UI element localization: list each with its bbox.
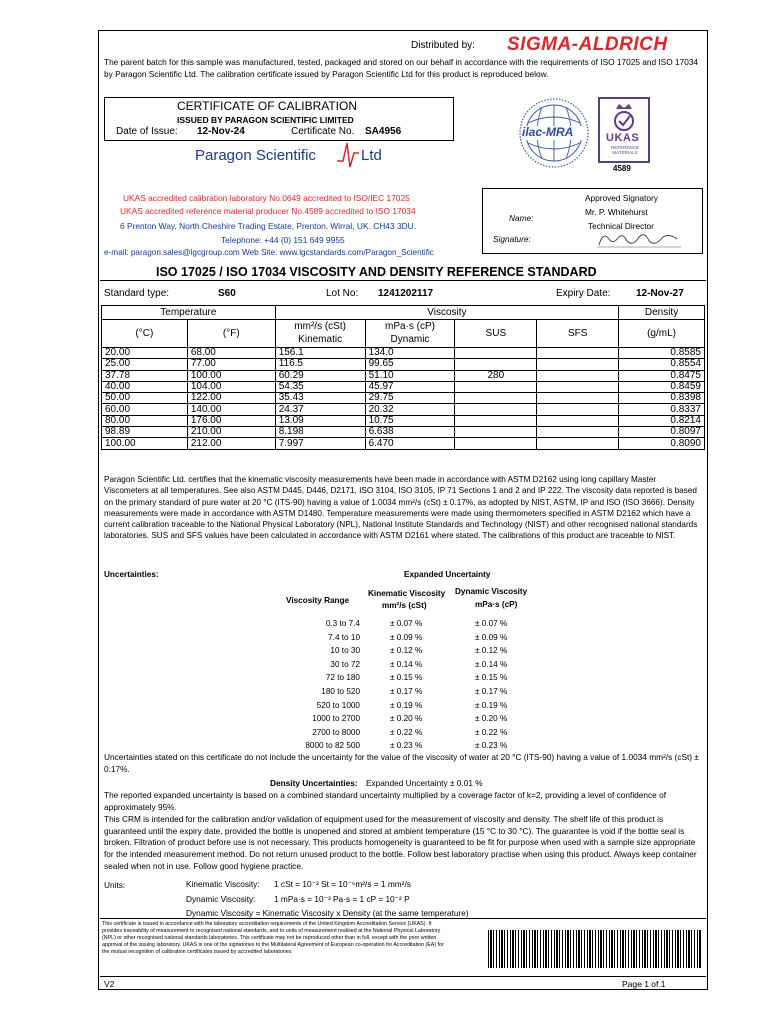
table-cell: 8.198 <box>275 427 365 438</box>
uncertainty-range: 8000 to 82 500 <box>305 741 360 751</box>
header-kinematic-unit: mm²/s (cSt) <box>275 320 365 334</box>
uncertainty-range: 180 to 520 <box>321 687 360 696</box>
header-temperature: Temperature <box>102 306 276 320</box>
distributed-by-label: Distributed by: <box>411 40 475 51</box>
header-fahrenheit: (°F) <box>187 320 275 348</box>
expiry-label: Expiry Date: <box>556 288 611 299</box>
header-viscosity: Viscosity <box>275 306 618 320</box>
table-cell: 68.00 <box>187 348 275 359</box>
uncertainty-range: 0.3 to 7.4 <box>325 619 360 628</box>
certificate-number-value: SA4956 <box>365 126 402 137</box>
table-cell: 100.00 <box>187 370 275 381</box>
ukas-frame <box>598 97 650 163</box>
expanded-uncertainty-paragraph: The reported expanded uncertainty is based on a combined standard uncertainty multiplied by a coverage factor of k=2, providing a level of confidence of approximately 95%. <box>104 790 666 812</box>
dynamic-uncertainty: ± 0.07 % <box>475 619 508 628</box>
kinematic-uncertainty: ± 0.22 % <box>390 727 423 737</box>
approved-signatory-label: Approved Signatory <box>585 193 658 203</box>
table-cell <box>537 348 619 359</box>
paragon-logo <box>195 147 382 164</box>
uncertainty-range: 1000 to 2700 <box>312 714 360 724</box>
table-cell: 7.997 <box>275 438 365 449</box>
dynamic-uncertainty: ± 0.20 % <box>475 714 508 724</box>
uncertainty-range: 10 to 30 <box>330 646 360 656</box>
table-cell <box>537 381 619 392</box>
ukas-number: 4589 <box>613 164 631 173</box>
header-dynamic-unit: mPa·s (cP) <box>365 320 455 334</box>
table-cell: 45.97 <box>365 381 455 392</box>
header-kinematic: Kinematic <box>275 334 365 348</box>
table-row <box>102 348 705 359</box>
table-cell: 6.638 <box>365 427 455 438</box>
kinematic-units-label: Kinematic Viscosity: <box>186 879 260 889</box>
sigma-aldrich-logo <box>507 34 668 56</box>
kinematic-units-value: 1 cSt = 10⁻² St = 10⁻⁶m²/s = 1 mm²/s <box>274 879 411 889</box>
paragon-ltd-text: Ltd <box>361 147 382 164</box>
dynamic-uncertainty: ± 0.12 % <box>475 646 508 656</box>
uncertainty-note: Uncertainties stated on this certificate do not include the uncertainty for the value of the viscosity of water at 20 °C (ITS-90) having a value of 1.0034 mm²/s (cSt) ± 0.17%. <box>104 752 699 774</box>
table-cell <box>455 381 537 392</box>
lab-telephone: Telephone: +44 (0) 151 649 9955 <box>221 235 345 245</box>
dynamic-uncertainty: ± 0.09 % <box>475 632 508 642</box>
table-cell: 20.32 <box>365 404 455 415</box>
expanded-uncertainty-label: Expanded Uncertainty <box>404 570 491 579</box>
table-cell: 210.00 <box>187 427 275 438</box>
table-cell: 212.00 <box>187 438 275 449</box>
table-cell: 50.00 <box>102 393 188 404</box>
kinematic-uncertainty: ± 0.07 % <box>390 619 423 628</box>
table-row <box>102 359 705 370</box>
lab-email-web: e-mail: paragon.sales@lgcgroup.com Web Site: www.lgcstandards.com/Paragon_Scientific <box>104 248 434 257</box>
table-row <box>102 393 705 404</box>
table-cell: 156.1 <box>275 348 365 359</box>
table-row <box>102 427 705 438</box>
table-cell: 0.8459 <box>619 381 705 392</box>
kinematic-uncertainty: ± 0.09 % <box>390 632 423 642</box>
table-cell: 80.00 <box>102 415 188 426</box>
table-cell: 13.09 <box>275 415 365 426</box>
date-of-issue-value: 12-Nov-24 <box>197 126 245 137</box>
dynamic-uncertainty: ± 0.14 % <box>475 659 508 669</box>
table-cell <box>455 348 537 359</box>
dynamic-uncertainty: ± 0.19 % <box>475 700 508 710</box>
handwritten-signature <box>593 229 683 251</box>
name-label: Name: <box>509 213 534 223</box>
table-cell: 0.8398 <box>619 393 705 404</box>
units-relation: Dynamic Viscosity = Kinematic Viscosity x Density (at the same temperature) <box>186 908 469 918</box>
signature-label: Signature: <box>493 234 531 244</box>
signatory-name: Mr. P. Whitehurst <box>585 207 648 217</box>
table-cell: 54.35 <box>275 381 365 392</box>
table-cell: 116.5 <box>275 359 365 370</box>
table-row <box>102 381 705 392</box>
table-cell: 100.00 <box>102 438 188 449</box>
pulse-icon <box>337 141 359 169</box>
kinematic-uncertainty: ± 0.14 % <box>390 659 423 669</box>
table-row <box>102 438 705 449</box>
table-cell: 0.8097 <box>619 427 705 438</box>
uncertainty-range: 520 to 1000 <box>316 700 360 710</box>
table-cell: 0.8475 <box>619 370 705 381</box>
expiry-value: 12-Nov-27 <box>636 288 684 299</box>
table-cell <box>537 415 619 426</box>
dynamic-header: Dynamic Viscosity <box>455 587 528 596</box>
table-cell: 40.00 <box>102 381 188 392</box>
footer-legal-text: This certificate is issued in accordance with the laboratory accreditation requirements of the United Kingdom Accreditation Service (UKAS). It provides traceability of measurement to recognised national standards, and to units of measurement realised at the National Physical Laboratory (NPL) or other recognised national standards laboratories. This certificate may not be reproduced other than in full, except with the prior written approval of the issuing laboratory. UKAS is one of the signatories to the Multilateral Agreement of European co-operation for Accreditation (EA) for the mutual recognition of calibration certificates issued by accredited laboratories. <box>102 921 444 955</box>
table-cell: 60.00 <box>102 404 188 415</box>
table-cell <box>455 415 537 426</box>
table-row <box>102 415 705 426</box>
table-cell: 25.00 <box>102 359 188 370</box>
table-cell <box>455 393 537 404</box>
crown-tick-icon <box>600 101 648 133</box>
lot-value: 1241202117 <box>378 288 434 299</box>
ukas-logo <box>598 97 650 173</box>
kinematic-uncertainty: ± 0.17 % <box>390 687 423 696</box>
table-cell: 140.00 <box>187 404 275 415</box>
uncertainty-range: 30 to 72 <box>330 659 360 669</box>
table-cell: 0.8585 <box>619 348 705 359</box>
barcode <box>488 930 702 968</box>
ukas-text: UKAS <box>606 132 640 144</box>
signatory-role: Technical Director <box>588 221 654 231</box>
crm-paragraph: This CRM is intended for the calibration and/or validation of equipment used for the measurement of viscosity and density. The shelf life of this product is guaranteed until the expiry date, provided the bottle is unopened and stored at ambient temperature (15 °C to 30 °C). The guarantee is void if the bottle seal is broken. Filtration of product before use is not necessary. This products homogeneity is guaranteed to be fit for purpose when used with a sample size appropriate for the intended measurement method. Do not return unused product to the bottle. Follow best laboratory practise when using this product. Always keep container sealed when not in use. Follow good hygiene practice. <box>104 814 697 871</box>
table-cell: 0.8554 <box>619 359 705 370</box>
table-cell: 35.43 <box>275 393 365 404</box>
table-cell <box>537 438 619 449</box>
lab-accreditation-line2: UKAS accredited reference material producer No.4589 accredited to ISO 17034 <box>120 206 416 216</box>
page-number: Page 1 of 1 <box>622 979 666 989</box>
uncertainties-label: Uncertainties: <box>104 570 159 579</box>
ilac-text: ilac-MRA <box>522 125 574 139</box>
intro-paragraph: The parent batch for this sample was manufactured, tested, packaged and stored on our behalf in accordance with the requirements of ISO 17025 and ISO 17034 by Paragon Scientific Ltd. The calibration certificate issued by Paragon Scientific Ltd for this product is reproduced below. <box>104 57 699 79</box>
table-cell: 280 <box>455 370 537 381</box>
dynamic-unit-header: mPa·s (cP) <box>475 600 518 609</box>
table-row <box>102 404 705 415</box>
table-cell: 29.75 <box>365 393 455 404</box>
table-cell: 99.65 <box>365 359 455 370</box>
table-cell <box>537 427 619 438</box>
header-dynamic: Dynamic <box>365 334 455 348</box>
table-cell: 134.0 <box>365 348 455 359</box>
certificate-box <box>104 97 454 141</box>
lab-accreditation-line1: UKAS accredited calibration laboratory No.0649 accredited to ISO/IEC 17025 <box>123 193 410 203</box>
header-density: Density <box>619 306 705 320</box>
table-cell: 77.00 <box>187 359 275 370</box>
table-cell <box>455 404 537 415</box>
kinematic-uncertainty: ± 0.19 % <box>390 700 423 710</box>
table-cell <box>537 393 619 404</box>
table-cell: 60.29 <box>275 370 365 381</box>
table-cell: 6.470 <box>365 438 455 449</box>
dynamic-units-label: Dynamic Viscosity: <box>186 894 256 904</box>
table-cell: 0.8337 <box>619 404 705 415</box>
header-sfs: SFS <box>537 320 619 348</box>
lab-address: 6 Prenton Way, North Cheshire Trading Estate, Prenton, Wirral, UK. CH43 3DU. <box>120 221 417 231</box>
kinematic-unit-header: mm²/s (cSt) <box>382 601 427 610</box>
date-of-issue-label: Date of Issue: <box>116 126 178 137</box>
standard-type-label: Standard type: <box>104 288 170 299</box>
footer-bottom-divider <box>100 976 706 977</box>
kinematic-header: Kinematic Viscosity <box>368 589 446 598</box>
table-row <box>102 370 705 381</box>
uncertainty-range: 7.4 to 10 <box>328 632 360 642</box>
viscosity-table-body <box>102 348 705 450</box>
dynamic-uncertainty: ± 0.15 % <box>475 673 508 683</box>
table-cell: 0.8214 <box>619 415 705 426</box>
footer-divider <box>100 918 706 919</box>
kinematic-uncertainty: ± 0.23 % <box>390 741 423 751</box>
table-cell: 122.00 <box>187 393 275 404</box>
certificate-title: CERTIFICATE OF CALIBRATION <box>177 99 358 113</box>
table-cell: 104.00 <box>187 381 275 392</box>
header-celsius: (°C) <box>102 320 188 348</box>
certification-paragraph: Paragon Scientific Ltd. certifies that the kinematic viscosity measurements have been made in accordance with ASTM D2162 using long capillary Master Viscometers at all temperatures. See also ASTM D445, D446, D2171, ISO 3104, ISO 3105, IP 71 Sections 1 and 2 and IP 222. The viscosity data reported is based on the primary standard of pure water at 20 °C (ITS-90) having a value of 1.0034 mm²/s (cSt) ± 0.17%, as adopted by NIST, ASTM, IP and ISO (ISO 3666). Density measurements were made in accordance with ASTM D1480. Temperature measurements were made using thermometers specified in ASTM D2162 which have a current calibration traceable to the National Physical Laboratory (NPL), National Institute Standards and Technology (NIST) and other recognised national standards laboratories. SUS and SFS values have been calculated in accordance with ASTM D2161 where stated. The calibrations of this product are traceable to NIST. <box>104 475 698 541</box>
table-cell: 176.00 <box>187 415 275 426</box>
header-sus: SUS <box>455 320 537 348</box>
table-cell: 98.89 <box>102 427 188 438</box>
table-cell: 0.8090 <box>619 438 705 449</box>
ukas-subtext: REFERENCE MATERIALS <box>611 145 639 155</box>
dynamic-units-value: 1 mPa·s = 10⁻³ Pa·s = 1 cP = 10⁻² P <box>274 894 410 904</box>
title-underline <box>100 280 706 281</box>
signatory-box <box>482 188 703 254</box>
issued-by: ISSUED BY PARAGON SCIENTIFIC LIMITED <box>177 115 354 125</box>
standard-title: ISO 17025 / ISO 17034 VISCOSITY AND DENSITY REFERENCE STANDARD <box>156 265 597 279</box>
uncertainty-range: 72 to 180 <box>325 673 360 683</box>
ilac-mra-logo <box>518 97 590 169</box>
table-cell <box>455 438 537 449</box>
viscosity-range-header: Viscosity Range <box>286 596 350 605</box>
dynamic-uncertainty: ± 0.23 % <box>475 741 508 751</box>
table-cell: 10.75 <box>365 415 455 426</box>
dynamic-uncertainty: ± 0.22 % <box>475 727 508 737</box>
viscosity-density-table <box>101 305 705 450</box>
table-cell <box>455 427 537 438</box>
lot-label: Lot No: <box>326 288 359 299</box>
table-cell <box>455 359 537 370</box>
certificate-number-label: Certificate No. <box>291 126 355 137</box>
version-label: V2 <box>104 979 115 989</box>
paragon-logo-text: Paragon Scientific <box>195 147 316 164</box>
kinematic-uncertainty: ± 0.15 % <box>390 673 423 683</box>
table-cell: 24.37 <box>275 404 365 415</box>
table-cell <box>537 404 619 415</box>
table-cell <box>537 359 619 370</box>
table-cell <box>537 370 619 381</box>
units-label: Units: <box>104 880 126 890</box>
kinematic-uncertainty: ± 0.20 % <box>390 714 423 724</box>
table-cell: 51.10 <box>365 370 455 381</box>
uncertainty-range: 2700 to 8000 <box>312 727 360 737</box>
dynamic-uncertainty: ± 0.17 % <box>475 687 508 696</box>
header-density-unit: (g/mL) <box>619 320 705 348</box>
table-cell: 20.00 <box>102 348 188 359</box>
density-uncertainty-value: Expanded Uncertainty ± 0.01 % <box>366 778 483 788</box>
standard-type-value: S60 <box>218 288 236 299</box>
kinematic-uncertainty: ± 0.12 % <box>390 646 423 656</box>
brand-name: SIGMA-ALDRICH <box>507 34 668 55</box>
density-uncertainty-label: Density Uncertainties: <box>270 778 358 788</box>
table-cell: 37.78 <box>102 370 188 381</box>
